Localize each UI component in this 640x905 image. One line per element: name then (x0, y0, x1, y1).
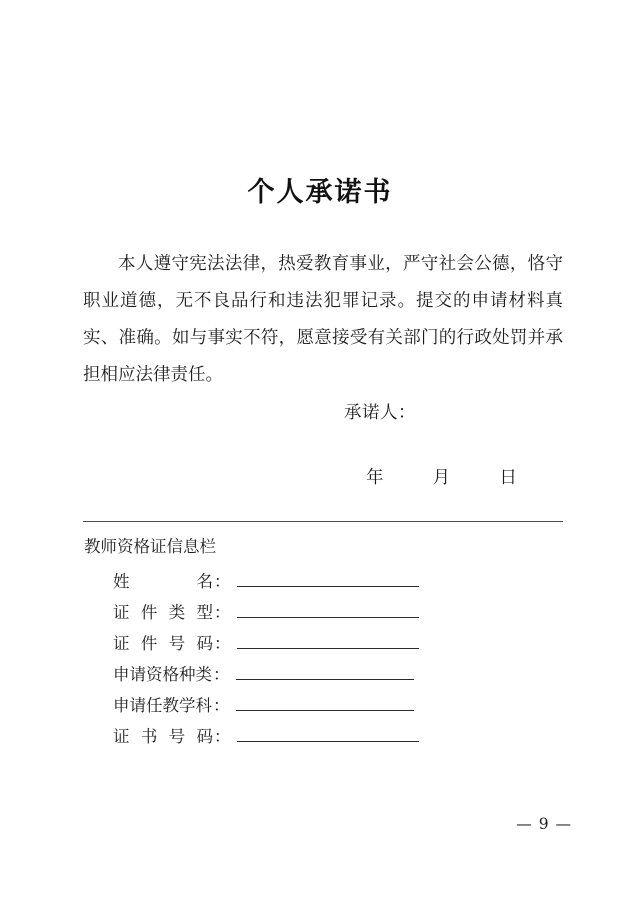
field-row-id-type (113, 599, 533, 630)
field-input-id-number[interactable] (237, 634, 419, 649)
date-month-label: 月 (432, 468, 451, 488)
field-colon-teaching-subject: ： (213, 696, 230, 715)
field-row-name (113, 568, 533, 599)
field-colon-name: ： (214, 572, 231, 591)
page-number: — 9 — (516, 815, 572, 833)
date-year-label: 年 (366, 468, 384, 488)
field-label-name-text: 姓 名 (113, 572, 213, 591)
field-colon-id-number: ： (214, 634, 231, 653)
field-label-certificate-number-text: 证 书 号 码 (113, 727, 213, 746)
field-row-certificate-number (113, 723, 533, 754)
field-label-certificate-number (113, 723, 231, 747)
field-input-teaching-subject[interactable] (236, 696, 414, 711)
field-input-name[interactable] (237, 572, 419, 587)
field-colon-qualification-category: ： (213, 665, 230, 684)
field-label-qualification-category (113, 661, 230, 685)
field-row-id-number (113, 630, 533, 661)
field-label-id-type-text: 证 件 类 型 (113, 603, 213, 622)
field-label-id-number-text: 证 件 号 码 (113, 634, 213, 653)
field-label-id-number (113, 630, 231, 654)
field-colon-certificate-number: ： (214, 727, 231, 746)
date-line (366, 465, 517, 491)
field-row-teaching-subject (113, 692, 533, 723)
field-label-id-type (113, 599, 231, 623)
teacher-certificate-fields (113, 568, 533, 754)
field-input-id-type[interactable] (237, 603, 419, 618)
field-label-teaching-subject-text: 申请任教学科 (113, 696, 212, 715)
field-label-qualification-category-text: 申请资格种类 (113, 665, 212, 684)
signer-label: 承诺人： (344, 403, 416, 423)
field-colon-id-type: ： (214, 603, 231, 622)
section-heading-teacher-certificate-info: 教师资格证信息栏 (84, 537, 216, 556)
field-label-teaching-subject (113, 692, 230, 716)
page-title: 个人承诺书 (247, 177, 393, 209)
date-day-label: 日 (499, 468, 517, 488)
field-input-qualification-category[interactable] (236, 665, 414, 680)
commitment-paragraph: 本人遵守宪法法律，热爱教育事业，严守社会公德，恪守职业道德，无不良品行和违法犯罪记录。提交的申请材料真实、准确。如与事实不符，愿意接受有关部门的行政处罚并承担相应法律责任。 (83, 253, 563, 385)
field-label-name (113, 568, 231, 592)
field-row-qualification-category (113, 661, 533, 692)
section-divider-rule (83, 521, 563, 522)
field-input-certificate-number[interactable] (237, 727, 419, 742)
